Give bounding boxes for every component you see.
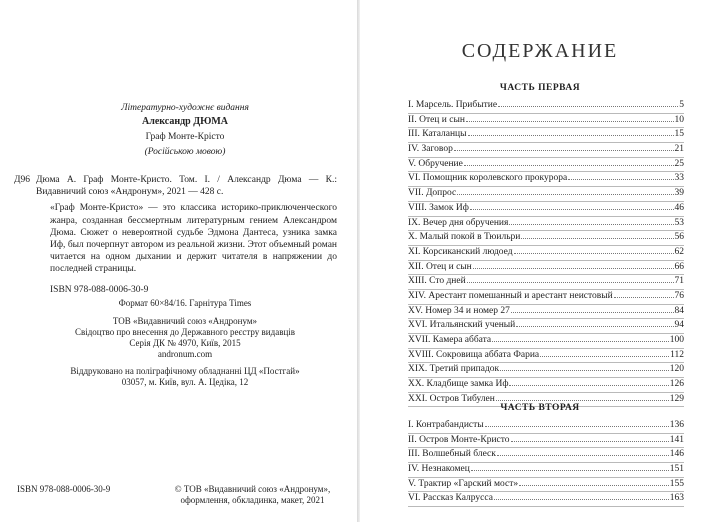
toc-entry-title: XIV. Арестант помешанный и арестант неистовый xyxy=(408,290,613,301)
toc-entry-title: IX. Вечер дня обручения xyxy=(408,217,509,228)
toc-entry-page: 155 xyxy=(669,478,684,489)
toc-leader-dots xyxy=(457,194,673,195)
toc-entry-page: 76 xyxy=(674,290,684,301)
toc-leader-dots xyxy=(568,179,673,180)
toc-entry[interactable] xyxy=(408,202,684,217)
toc-leader-dots xyxy=(519,485,669,486)
toc-leader-dots xyxy=(511,312,674,313)
toc-entry-title: XIII. Сто дней xyxy=(408,276,466,287)
book-title: Граф Монте-Крісто xyxy=(145,132,225,142)
author-name: Александр ДЮМА xyxy=(141,116,229,127)
language-note: (Російською мовою) xyxy=(144,147,226,157)
toc-entry-page: 163 xyxy=(669,493,684,504)
toc-entry-page: 94 xyxy=(674,320,684,331)
toc-leader-dots xyxy=(511,441,669,442)
toc-leader-dots xyxy=(492,341,669,342)
toc-entry-page: 15 xyxy=(674,129,684,140)
toc-entry[interactable] xyxy=(408,478,684,493)
toc-entry[interactable] xyxy=(408,363,684,378)
toc-entry-title: XI. Корсиканский людоед xyxy=(408,246,513,257)
toc-entry-page: 53 xyxy=(674,217,684,228)
toc-entry-page: 10 xyxy=(674,114,684,125)
toc-entry-title: VII. Допрос xyxy=(408,188,457,199)
printer-line: Віддруковано на поліграфічному обладнанні ЦД «Постгай» xyxy=(70,366,300,376)
toc-entry[interactable] xyxy=(408,275,684,290)
toc-entry-page: 62 xyxy=(674,246,684,257)
toc-entry[interactable] xyxy=(408,158,684,173)
toc-entry-page: 136 xyxy=(669,420,684,430)
toc-leader-dots xyxy=(473,268,674,269)
toc-entry-title: XVII. Камера аббата xyxy=(408,335,492,345)
catalog-code: Д96 xyxy=(14,175,30,185)
printer-line: 03057, м. Київ, вул. А. Цедіка, 12 xyxy=(121,377,249,387)
toc-entry-title: XIX. Третий припадок xyxy=(408,364,500,375)
catalog-record xyxy=(14,174,337,296)
toc-entry[interactable] xyxy=(408,261,684,276)
copyright-block xyxy=(165,484,340,506)
contents-title: СОДЕРЖАНИЕ xyxy=(461,40,619,62)
toc-entry-title: XVIII. Сокровища аббата Фариа xyxy=(408,349,540,360)
toc-leader-dots xyxy=(521,238,673,239)
toc-entry[interactable] xyxy=(408,305,684,320)
toc-entry[interactable] xyxy=(408,434,684,449)
toc-entry[interactable] xyxy=(408,334,684,349)
toc-entry-page: 112 xyxy=(670,349,684,360)
toc-entry-title: III. Волшебный блеск xyxy=(408,449,496,460)
toc-entry-page: 39 xyxy=(674,188,684,199)
printer-block xyxy=(40,366,330,388)
toc-leader-dots xyxy=(471,470,669,471)
toc-entry[interactable] xyxy=(408,492,684,507)
annotation: «Граф Монте-Кристо» — это классика историко-приключенческого жанра, созданная бессмертным литературным гением Александром Дюма. Сюжет о невероятной судьбе Эдмона Дантеса, узника замка Иф, был почерпнут автором из реальной жизни. Этот объемный роман читается на одном дыхании и держит читателя в напряжении до последней страницы. xyxy=(50,203,337,275)
toc-leader-dots xyxy=(464,165,674,166)
toc-leader-dots xyxy=(454,150,674,151)
toc-leader-dots xyxy=(540,356,669,357)
toc-entry[interactable] xyxy=(408,463,684,478)
toc-entry-title: II. Остров Монте-Кристо xyxy=(408,434,510,445)
toc-leader-dots xyxy=(516,326,673,327)
toc-entry[interactable] xyxy=(408,143,684,158)
toc-entry-page: 151 xyxy=(669,464,684,475)
toc-entry-page: 146 xyxy=(669,449,684,460)
genre-line: Літературно-художнє видання xyxy=(121,103,249,113)
toc-leader-dots xyxy=(500,370,669,371)
toc-entry-title: VI. Помощник королевского прокурора xyxy=(408,173,568,184)
publisher-line: ТОВ «Видавничий союз «Андронум» xyxy=(112,316,258,326)
toc-entry-page: 66 xyxy=(674,261,684,272)
toc-entry-page: 33 xyxy=(674,173,684,184)
imprint-page xyxy=(0,0,357,522)
toc-leader-dots xyxy=(466,121,674,122)
catalog-entry: Дюма А. Граф Монте-Кристо. Том. I. / Александр Дюма — К.: Видавничий союз «Андронум», 2021 — 428 с. xyxy=(36,175,337,198)
toc-entry-page: 25 xyxy=(674,158,684,169)
toc-leader-dots xyxy=(468,135,674,136)
toc-entry[interactable] xyxy=(408,99,684,114)
toc-entry-title: XVI. Итальянский ученый xyxy=(408,320,516,331)
publisher-line: Свідоцтво про внесення до Державного реєстру видавців xyxy=(74,327,296,337)
toc-entry[interactable] xyxy=(408,172,684,187)
toc-entry-page: 120 xyxy=(669,364,684,375)
copyright-line: © ТОВ «Видавничий союз «Андронум», xyxy=(174,484,331,494)
toc-leader-dots xyxy=(494,499,669,500)
toc-leader-dots xyxy=(514,253,674,254)
toc-entry-page: 71 xyxy=(674,276,684,287)
toc-entry[interactable] xyxy=(408,246,684,261)
part-two-heading: ЧАСТЬ ВТОРАЯ xyxy=(500,403,580,413)
toc-entry-page: 5 xyxy=(679,100,684,110)
toc-entry-title: X. Малый покой в Тюильри xyxy=(408,232,521,243)
toc-entry-title: V. Трактир «Гарский мост» xyxy=(408,478,519,489)
toc-entry-page: 100 xyxy=(669,335,684,345)
format-line: Формат 60×84/16. Гарнітура Times xyxy=(118,298,252,308)
toc-entry[interactable] xyxy=(408,231,684,246)
toc-entry-page: 46 xyxy=(674,202,684,213)
toc-entry-page: 21 xyxy=(674,144,684,155)
toc-entry[interactable] xyxy=(408,448,684,463)
toc-entry-page: 84 xyxy=(674,305,684,316)
toc-entry-page: 141 xyxy=(669,434,684,445)
toc-leader-dots xyxy=(485,426,669,427)
toc-entry-page: 126 xyxy=(669,379,684,390)
toc-entry[interactable] xyxy=(408,290,684,305)
toc-entry-title: XV. Номер 34 и номер 27 xyxy=(408,305,510,316)
toc-entry[interactable] xyxy=(408,217,684,232)
publisher-block xyxy=(40,316,330,360)
toc-entry-title: V. Обручение xyxy=(408,158,463,169)
publisher-line: Серія ДК № 4970, Київ, 2015 xyxy=(129,338,241,348)
toc-entry[interactable] xyxy=(408,128,684,143)
toc-entry-title: IV. Заговор xyxy=(408,144,453,155)
toc-entry-title: II. Отец и сын xyxy=(408,114,465,125)
toc-entry-title: XX. Кладбище замка Иф xyxy=(408,379,509,390)
toc-entry-page: 129 xyxy=(669,393,684,404)
toc-entry[interactable] xyxy=(408,378,684,393)
toc-entry-title: IV. Незнакомец xyxy=(408,464,470,475)
toc-leader-dots xyxy=(614,297,674,298)
part-one-heading: ЧАСТЬ ПЕРВАЯ xyxy=(499,83,581,93)
toc-leader-dots xyxy=(509,385,668,386)
toc-leader-dots xyxy=(509,224,673,225)
toc-entry-title: VIII. Замок Иф xyxy=(408,202,469,213)
publisher-line: andronum.com xyxy=(157,349,213,359)
toc-entry-title: XXI. Остров Тибулен xyxy=(408,393,495,404)
copyright-line: оформлення, обкладинка, макет, 2021 xyxy=(180,495,325,505)
toc-entry[interactable] xyxy=(408,319,684,334)
toc-entry-page: 56 xyxy=(674,232,684,243)
toc-entry-title: III. Каталанцы xyxy=(408,129,467,140)
footer-isbn: ISBN 978-088-0006-30-9 xyxy=(17,484,111,494)
toc-entry[interactable] xyxy=(408,114,684,129)
toc-entry-title: VI. Рассказ Калрусса xyxy=(408,493,493,504)
contents-page xyxy=(360,0,720,522)
toc-leader-dots xyxy=(470,209,674,210)
toc-entry[interactable] xyxy=(408,349,684,364)
toc-leader-dots xyxy=(496,400,669,401)
toc-list-part-two xyxy=(408,419,684,507)
toc-list-part-one xyxy=(408,99,684,407)
toc-leader-dots xyxy=(498,106,678,107)
toc-entry-title: XII. Отец и сын xyxy=(408,261,472,272)
toc-entry[interactable] xyxy=(408,187,684,202)
toc-entry-title: I. Марсель. Прибытие xyxy=(408,100,498,110)
toc-entry[interactable] xyxy=(408,419,684,434)
toc-entry-title: I. Контрабандисты xyxy=(408,420,484,430)
toc-leader-dots xyxy=(467,282,674,283)
isbn: ISBN 978-088-0006-30-9 xyxy=(50,284,149,295)
toc-leader-dots xyxy=(497,455,669,456)
